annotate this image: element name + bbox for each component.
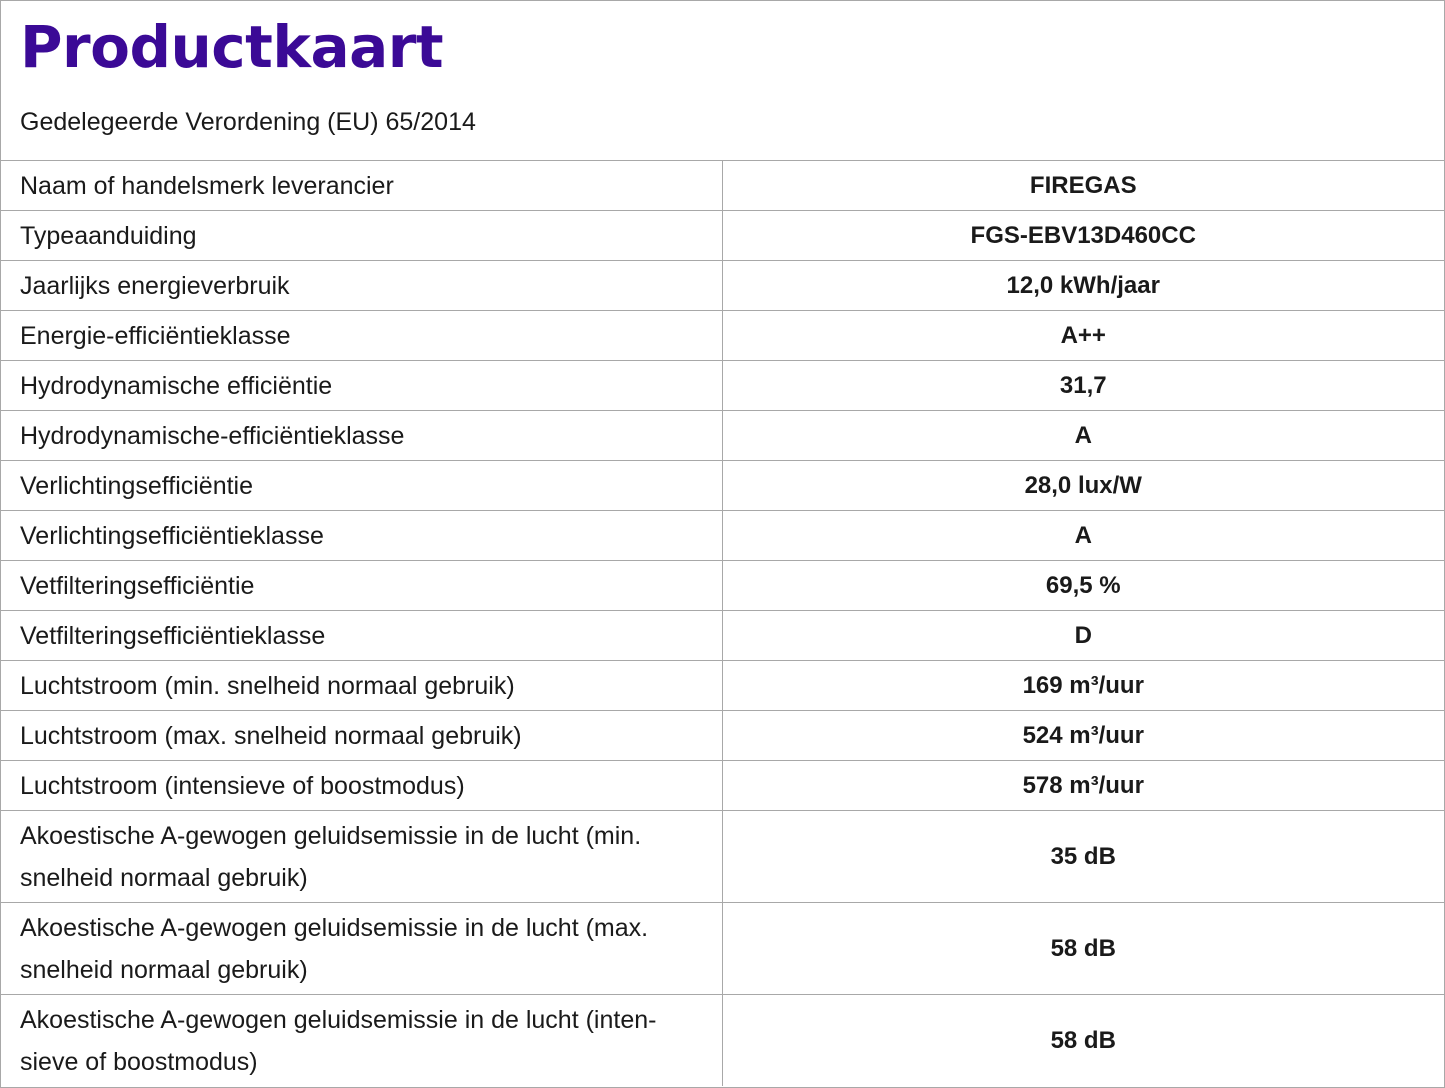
row-label: Akoestische A-gewogen geluidsemissie in de lucht (inten-sieve of boostmodus) [1, 995, 722, 1087]
row-value: FGS-EBV13D460CC [722, 211, 1444, 261]
row-value: A [722, 411, 1444, 461]
row-label: Typeaanduiding [1, 211, 722, 261]
row-label: Hydrodynamische efficiëntie [1, 361, 722, 411]
row-label: Vetfilteringsefficiëntieklasse [1, 611, 722, 661]
table-row [1, 761, 1444, 811]
table-row [1, 611, 1444, 661]
table-row [1, 561, 1444, 611]
page-title: Productkaart [20, 13, 444, 81]
row-value: 578 m³/uur [722, 761, 1444, 811]
row-value: A++ [722, 311, 1444, 361]
card-header [1, 1, 1444, 161]
row-label: Naam of handelsmerk leverancier [1, 161, 722, 211]
spec-table [1, 161, 1444, 1086]
row-value: 69,5 % [722, 561, 1444, 611]
table-row [1, 511, 1444, 561]
table-row [1, 661, 1444, 711]
table-row [1, 711, 1444, 761]
row-value: 524 m³/uur [722, 711, 1444, 761]
table-row [1, 811, 1444, 903]
table-row [1, 995, 1444, 1087]
table-row [1, 411, 1444, 461]
row-label: Hydrodynamische-efficiëntieklasse [1, 411, 722, 461]
row-label: Akoestische A-gewogen geluidsemissie in de lucht (max. snelheid normaal gebruik) [1, 903, 722, 995]
row-label: Luchtstroom (max. snelheid normaal gebruik) [1, 711, 722, 761]
row-value: D [722, 611, 1444, 661]
table-row [1, 161, 1444, 211]
row-label: Energie-efficiëntieklasse [1, 311, 722, 361]
row-label: Luchtstroom (intensieve of boostmodus) [1, 761, 722, 811]
table-row [1, 461, 1444, 511]
row-value: 28,0 lux/W [722, 461, 1444, 511]
table-row [1, 903, 1444, 995]
row-value: 35 dB [722, 811, 1444, 903]
regulation-subtitle: Gedelegeerde Verordening (EU) 65/2014 [20, 108, 476, 136]
table-row [1, 361, 1444, 411]
table-row [1, 211, 1444, 261]
table-row [1, 311, 1444, 361]
row-value: 31,7 [722, 361, 1444, 411]
row-label: Luchtstroom (min. snelheid normaal gebruik) [1, 661, 722, 711]
table-row [1, 261, 1444, 311]
row-label: Verlichtingsefficiëntieklasse [1, 511, 722, 561]
row-label: Verlichtingsefficiëntie [1, 461, 722, 511]
row-value: 12,0 kWh/jaar [722, 261, 1444, 311]
row-value: 58 dB [1050, 1026, 1116, 1054]
row-label: Jaarlijks energieverbruik [1, 261, 722, 311]
row-label: Vetfilteringsefficiëntie [1, 561, 722, 611]
row-value: FIREGAS [722, 161, 1444, 211]
row-value: 169 m³/uur [722, 661, 1444, 711]
row-value: 58 dB [722, 903, 1444, 995]
row-label: Akoestische A-gewogen geluidsemissie in de lucht (min. snelheid normaal gebruik) [1, 811, 722, 903]
row-value: A [722, 511, 1444, 561]
